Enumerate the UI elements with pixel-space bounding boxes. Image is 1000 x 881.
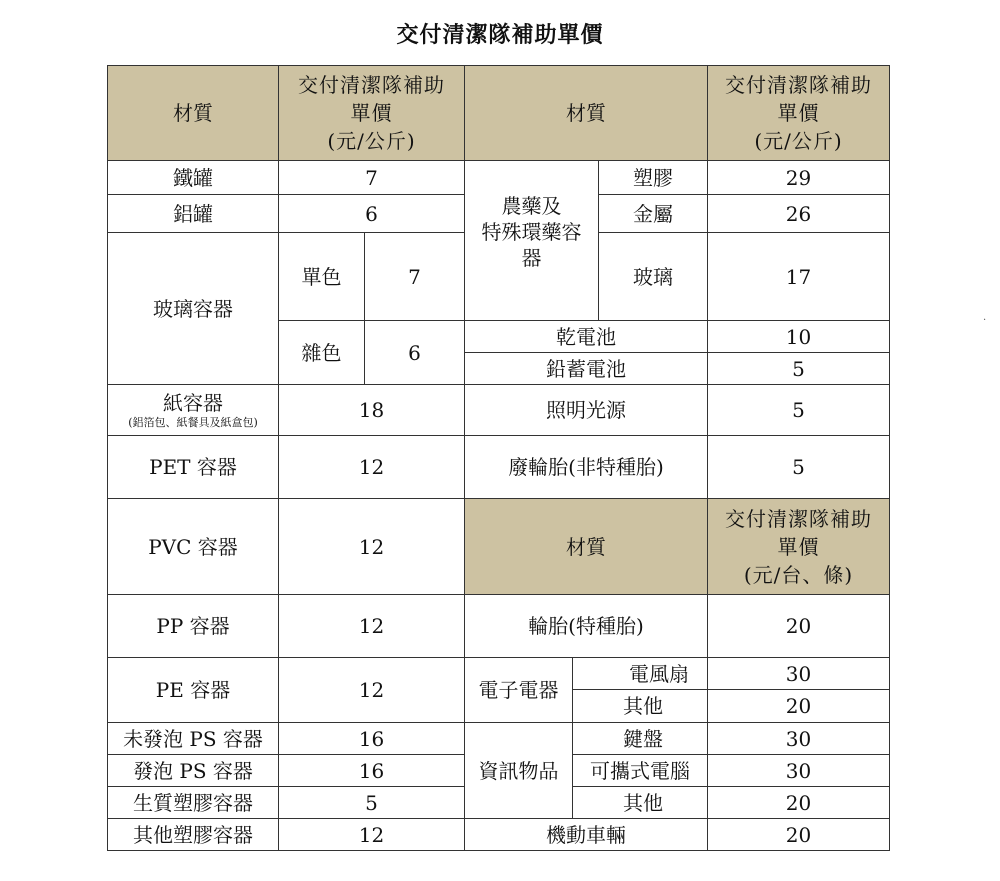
pesticide-container-group: 農藥及 特殊環藥容 器 bbox=[464, 160, 599, 321]
electronics-other-price: 20 bbox=[707, 689, 890, 723]
paper-container-price: 18 bbox=[278, 384, 465, 436]
header-price-kg-right bbox=[707, 65, 890, 161]
vehicle-price: 20 bbox=[707, 818, 890, 851]
header-material-right bbox=[464, 65, 708, 161]
unfoamed-ps-name: 未發泡 PS 容器 bbox=[107, 722, 279, 755]
lead-battery-name: 鉛蓄電池 bbox=[464, 352, 708, 385]
pp-container-price: 12 bbox=[278, 594, 465, 658]
iron-can-name: 鐵罐 bbox=[107, 160, 279, 195]
pesticide-glass-price: 17 bbox=[707, 232, 890, 321]
bio-plastic-price: 5 bbox=[278, 786, 465, 819]
pet-container-name: PET 容器 bbox=[107, 435, 279, 499]
pe-container-price: 12 bbox=[278, 657, 465, 723]
header-price-unit-text: 交付清潔隊補助 單價 (元/台、條) bbox=[725, 506, 872, 587]
header-price-unit bbox=[707, 498, 890, 595]
header-price-kg-right-text: 交付清潔隊補助 單價 (元/公斤) bbox=[725, 73, 872, 153]
info-keyboard-name: 鍵盤 bbox=[572, 722, 708, 755]
paper-container-cell bbox=[107, 384, 279, 436]
foamed-ps-name: 發泡 PS 容器 bbox=[107, 754, 279, 787]
paper-container-name: 紙容器 bbox=[163, 391, 223, 416]
pesticide-metal-name: 金屬 bbox=[598, 194, 708, 233]
other-plastic-price: 12 bbox=[278, 818, 465, 851]
pvc-container-price: 12 bbox=[278, 498, 465, 595]
header-material-left bbox=[107, 65, 279, 161]
other-plastic-name: 其他塑膠容器 bbox=[107, 818, 279, 851]
pp-container-name: PP 容器 bbox=[107, 594, 279, 658]
glass-mixed-color-price: 6 bbox=[364, 320, 465, 385]
header-material-unit-text: 材質 bbox=[566, 534, 606, 559]
glass-single-color-label: 單色 bbox=[278, 232, 365, 321]
info-keyboard-price: 30 bbox=[707, 722, 890, 755]
pesticide-metal-price: 26 bbox=[707, 194, 890, 233]
waste-tire-name: 廢輪胎(非特種胎) bbox=[464, 435, 708, 499]
pesticide-plastic-price: 29 bbox=[707, 160, 890, 195]
dry-battery-name: 乾電池 bbox=[464, 320, 708, 353]
dry-battery-price: 10 bbox=[707, 320, 890, 353]
info-laptop-name: 可攜式電腦 bbox=[572, 754, 708, 787]
pet-container-price: 12 bbox=[278, 435, 465, 499]
glass-mixed-color-label: 雜色 bbox=[278, 320, 365, 385]
glass-container-name: 玻璃容器 bbox=[107, 232, 279, 385]
aluminum-can-name: 鋁罐 bbox=[107, 194, 279, 233]
electronics-other-name: 其他 bbox=[572, 689, 708, 723]
unfoamed-ps-price: 16 bbox=[278, 722, 465, 755]
pesticide-plastic-name: 塑膠 bbox=[598, 160, 708, 195]
header-material-right-text: 材質 bbox=[566, 101, 606, 125]
pesticide-glass-name: 玻璃 bbox=[598, 232, 708, 321]
electronics-fan-price: 30 bbox=[707, 657, 890, 690]
glass-single-color-price: 7 bbox=[364, 232, 465, 321]
info-goods-group: 資訊物品 bbox=[464, 722, 573, 819]
paper-container-note: (鋁箔包、紙餐具及紙盒包) bbox=[128, 416, 258, 430]
header-price-kg-left-text: 交付清潔隊補助 單價 (元/公斤) bbox=[298, 73, 445, 153]
header-material-left-text: 材質 bbox=[173, 101, 213, 125]
waste-tire-price: 5 bbox=[707, 435, 890, 499]
header-price-kg-left bbox=[278, 65, 465, 161]
electronics-fan-name: 電風扇 bbox=[572, 657, 708, 690]
info-other-price: 20 bbox=[707, 786, 890, 819]
page-title: 交付清潔隊補助單價 bbox=[396, 23, 604, 48]
pvc-container-name: PVC 容器 bbox=[107, 498, 279, 595]
special-tire-name: 輪胎(特種胎) bbox=[464, 594, 708, 658]
vehicle-name: 機動車輛 bbox=[464, 818, 708, 851]
info-laptop-price: 30 bbox=[707, 754, 890, 787]
lighting-price: 5 bbox=[707, 384, 890, 436]
lighting-name: 照明光源 bbox=[464, 384, 708, 436]
iron-can-price: 7 bbox=[278, 160, 465, 195]
electronics-group: 電子電器 bbox=[464, 657, 573, 723]
info-other-name: 其他 bbox=[572, 786, 708, 819]
header-material-unit bbox=[464, 498, 708, 595]
aluminum-can-price: 6 bbox=[278, 194, 465, 233]
foamed-ps-price: 16 bbox=[278, 754, 465, 787]
stray-mark: . bbox=[983, 312, 987, 323]
special-tire-price: 20 bbox=[707, 594, 890, 658]
lead-battery-price: 5 bbox=[707, 352, 890, 385]
bio-plastic-name: 生質塑膠容器 bbox=[107, 786, 279, 819]
pe-container-name: PE 容器 bbox=[107, 657, 279, 723]
